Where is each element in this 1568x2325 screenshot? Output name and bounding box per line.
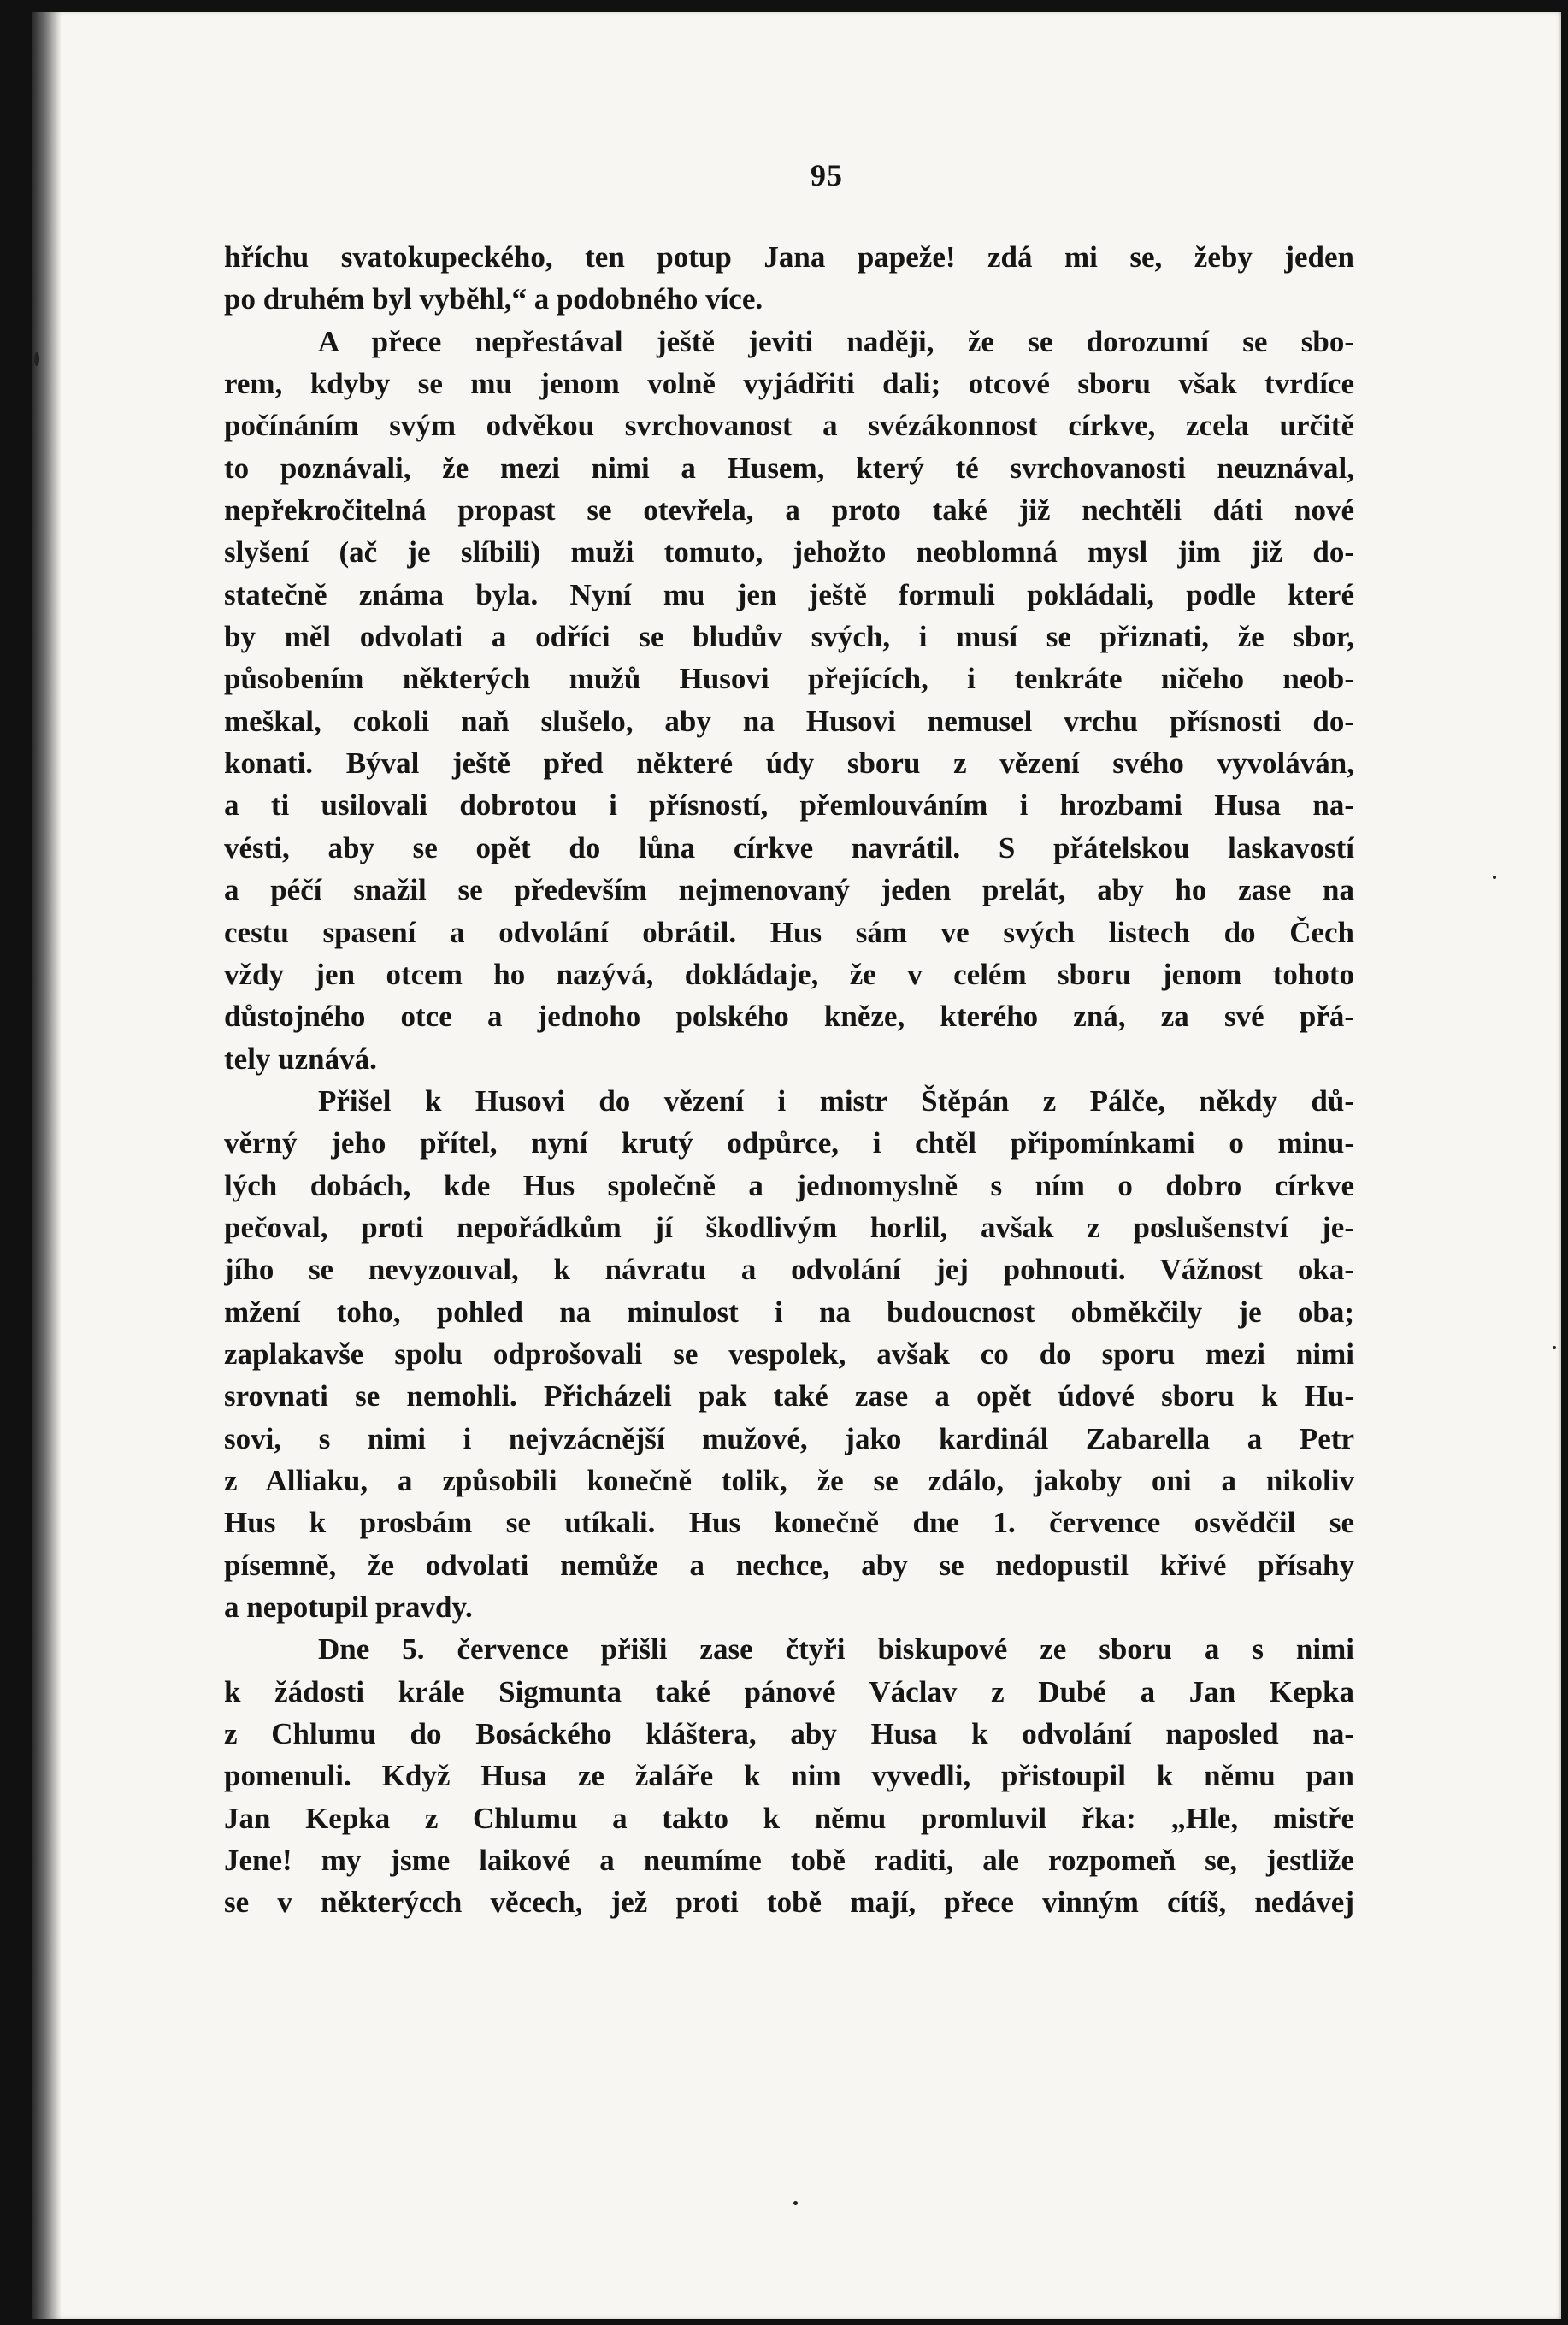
text-line: slyšení (ač je slíbili) muži tomuto, jehožto neoblomná mysl jim již do- <box>224 535 1354 569</box>
text-line: z Chlumu do Bosáckého kláštera, aby Husa k odvolání naposled na- <box>224 1717 1354 1751</box>
text-line: k žádosti krále Sigmunta také pánové Václav z Dubé a Jan Kepka <box>224 1674 1354 1708</box>
body-text <box>224 236 1354 1924</box>
text-line: cestu spasení a odvolání obrátil. Hus sám ve svých listech do Čech <box>224 915 1354 949</box>
text-line: Hus k prosbám se utíkali. Hus konečně dne 1. července osvědčil se <box>224 1506 1354 1540</box>
text-line: Jan Kepka z Chlumu a takto k němu promluvil řka: „Hle, mistře <box>224 1801 1354 1835</box>
text-line: pomenuli. Když Husa ze žaláře k nim vyvedli, přistoupil k němu pan <box>224 1759 1354 1793</box>
text-line: Jene! my jsme laikové a neumíme tobě raditi, ale rozpomeň se, jestliže <box>224 1844 1354 1878</box>
text-line: rem, kdyby se mu jenom volně vyjádřiti dali; otcové sboru však tvrdíce <box>224 367 1354 401</box>
text-line: a nepotupil pravdy. <box>224 1590 473 1624</box>
text-line: A přece nepřestával ještě jeviti naději, že se dorozumí se sbo- <box>318 324 1354 358</box>
text-line: důstojného otce a jednoho polského kněze, kterého zná, za své přá- <box>224 1000 1354 1034</box>
text-line: písemně, že odvolati nemůže a nechce, aby se nedopustil křivé přísahy <box>224 1548 1354 1582</box>
print-speck <box>1493 876 1496 879</box>
text-line: konati. Býval ještě před některé údy sboru z vězení svého vyvoláván, <box>224 746 1354 781</box>
text-line: vždy jen otcem ho nazývá, dokládaje, že v celém sboru jenom tohoto <box>224 957 1354 991</box>
text-line: nepřekročitelná propast se otevřela, a proto také již nechtěli dáti nové <box>224 493 1354 528</box>
text-line: tely uznává. <box>224 1042 377 1076</box>
text-line: po druhém byl vyběhl,“ a podobného více. <box>224 282 763 316</box>
text-line: to poznávali, že mezi nimi a Husem, který té svrchovanosti neuznával, <box>224 451 1354 485</box>
text-line: by měl odvolati a odříci se bludův svých, i musí se přiznati, že sbor, <box>224 620 1354 654</box>
print-speck <box>793 2201 798 2205</box>
print-speck <box>34 352 39 366</box>
page-number: 95 <box>811 158 843 192</box>
print-speck <box>1553 1346 1556 1349</box>
text-line: zaplakavše spolu odprošovali se vespolek, avšak co do sporu mezi nimi <box>224 1337 1354 1371</box>
text-line: počínáním svým odvěkou svrchovanost a svézákonnost církve, zcela určitě <box>224 409 1354 443</box>
text-line: hříchu svatokupeckého, ten potup Jana papeže! zdá mi se, žeby jeden <box>224 240 1354 274</box>
text-line: věrný jeho přítel, nyní krutý odpůrce, i chtěl připomínkami o minu- <box>224 1126 1354 1160</box>
text-line: působením některých mužů Husovi přejících, i tenkráte ničeho neob- <box>224 662 1354 696</box>
text-line: Dne 5. července přišli zase čtyři biskupové ze sboru a s nimi <box>318 1632 1354 1667</box>
text-line: jího se nevyzouval, k návratu a odvolání jej pohnouti. Vážnost oka- <box>224 1253 1354 1287</box>
text-line: a ti usilovali dobrotou i přísností, přemlouváním i hrozbami Husa na- <box>224 788 1354 823</box>
text-line: Přišel k Husovi do vězení i mistr Štěpán z Pálče, někdy dů- <box>318 1083 1354 1118</box>
text-line: sovi, s nimi i nejvzácnější mužové, jako kardinál Zabarella a Petr <box>224 1421 1354 1455</box>
text-line: pečoval, proti nepořádkům jí škodlivým horlil, avšak z poslušenství je- <box>224 1210 1354 1244</box>
book-page <box>32 12 1561 2319</box>
text-line: srovnati se nemohli. Přicházeli pak také zase a opět údové sboru k Hu- <box>224 1379 1354 1413</box>
text-line: se v některýcch věcech, jež proti tobě mají, přece vinným cítíš, nedávej <box>224 1885 1354 1920</box>
text-line: meškal, cokoli naň slušelo, aby na Husovi nemusel vrchu přísnosti do- <box>224 704 1354 738</box>
text-line: a péčí snažil se především nejmenovaný jeden prelát, aby ho zase na <box>224 873 1354 907</box>
text-line: lých dobách, kde Hus společně a jednomyslně s ním o dobro církve <box>224 1168 1354 1202</box>
text-line: statečně známa byla. Nyní mu jen ještě formuli pokládali, podle které <box>224 577 1354 611</box>
text-line: z Alliaku, a způsobili konečně tolik, že se zdálo, jakoby oni a nikoliv <box>224 1463 1354 1497</box>
text-line: mžení toho, pohled na minulost i na budoucnost obměkčily je oba; <box>224 1295 1354 1329</box>
text-line: vésti, aby se opět do lůna církve navrátil. S přátelskou laskavostí <box>224 830 1354 864</box>
